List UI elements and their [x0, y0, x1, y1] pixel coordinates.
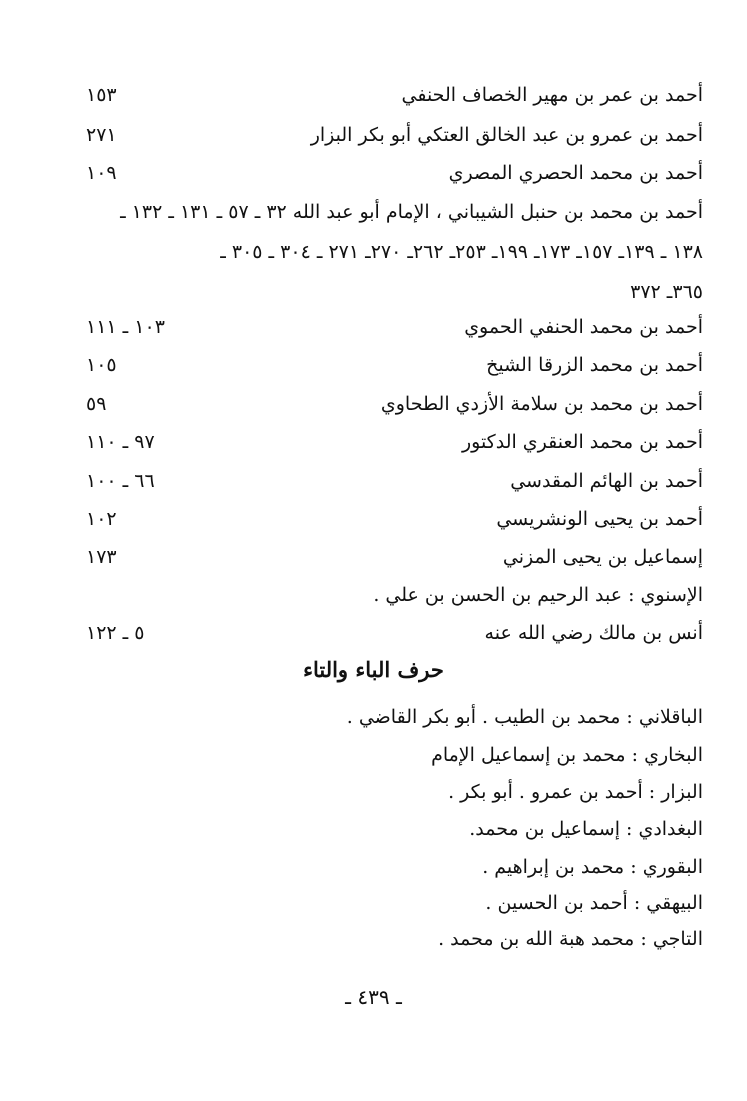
entry-pages: ٩٧ ـ ١١٠ — [86, 431, 155, 453]
index-entry — [86, 118, 703, 152]
index-entry — [86, 387, 703, 421]
entry-pages: ٥ ـ ١٢٢ — [86, 622, 145, 644]
cross-reference: البزار : أحمد بن عمرو . أبو بكر . — [448, 781, 703, 803]
entry-pages: ٢٧١ — [86, 124, 117, 146]
index-entry — [86, 578, 703, 612]
entry-name: أحمد بن الهائم المقدسي — [510, 470, 703, 492]
cross-reference: التاجي : محمد هبة الله بن محمد . — [438, 928, 703, 950]
cross-reference: البقوري : محمد بن إبراهيم . — [482, 856, 703, 878]
entry-name: أحمد بن محمد الحنفي الحموي — [464, 316, 703, 338]
entry-pages: ١٠٢ — [86, 508, 117, 530]
cross-reference: البخاري : محمد بن إسماعيل الإمام — [431, 744, 703, 766]
entry-name: أنس بن مالك رضي الله عنه — [484, 622, 703, 644]
entry-name: أحمد بن محمد الزرقا الشيخ — [486, 354, 703, 376]
entry-pages: ١٥٣ — [86, 84, 117, 106]
entry-pages: ١٠٩ — [86, 162, 117, 184]
entry-name: أحمد بن محمد بن سلامة الأزدي الطحاوي — [380, 393, 703, 415]
index-entry — [86, 425, 703, 459]
entry-name: إسماعيل بن يحيى المزني — [502, 546, 703, 568]
index-entry — [86, 540, 703, 574]
index-entry — [86, 464, 703, 498]
index-entry-long — [86, 192, 703, 312]
index-entry — [86, 616, 703, 650]
cross-reference: الباقلاني : محمد بن الطيب . أبو بكر القاضي . — [346, 706, 703, 728]
index-entry — [86, 156, 703, 190]
entry-pages: ١٠٥ — [86, 354, 117, 376]
entry-name: أحمد بن عمرو بن عبد الخالق العتكي أبو بكر البزار — [310, 124, 703, 146]
page-number: ـ ٤٣٩ ـ — [345, 985, 402, 1009]
section-heading: حرف الباء والتاء — [303, 657, 444, 682]
entry-line-3: ٣٦٥ـ ٣٧٢ — [630, 281, 703, 303]
index-entry — [86, 78, 703, 112]
index-entry — [86, 310, 703, 344]
index-entry — [86, 348, 703, 382]
entry-pages: ٥٩ — [86, 393, 107, 415]
index-entry — [86, 502, 703, 536]
cross-reference: البيهقي : أحمد بن الحسين . — [485, 892, 703, 914]
entry-line-1: أحمد بن محمد بن حنبل الشيباني ، الإمام أبو عبد الله ٣٢ ـ ٥٧ ـ ١٣١ ـ ١٣٢ ـ — [120, 201, 703, 223]
entry-name: الإسنوي : عبد الرحيم بن الحسن بن علي . — [373, 584, 703, 606]
entry-name: أحمد بن يحيى الونشريسي — [496, 508, 703, 530]
entry-pages: ١٧٣ — [86, 546, 117, 568]
entry-name: أحمد بن محمد العنقري الدكتور — [461, 431, 703, 453]
entry-name: أحمد بن محمد الحصري المصري — [448, 162, 703, 184]
entry-line-2: ١٣٨ ـ ١٣٩ـ ١٥٧ـ ١٧٣ـ ١٩٩ـ ٢٥٣ـ ٢٦٢ـ ٢٧٠ـ ٢٧١ ـ ٣٠٤ ـ ٣٠٥ ـ — [220, 241, 703, 263]
entry-name: أحمد بن عمر بن مهير الخصاف الحنفي — [401, 84, 703, 106]
entry-pages: ٦٦ ـ ١٠٠ — [86, 470, 155, 492]
entry-pages: ١٠٣ ـ ١١١ — [86, 316, 165, 338]
cross-reference: البغدادي : إسماعيل بن محمد. — [469, 818, 703, 840]
